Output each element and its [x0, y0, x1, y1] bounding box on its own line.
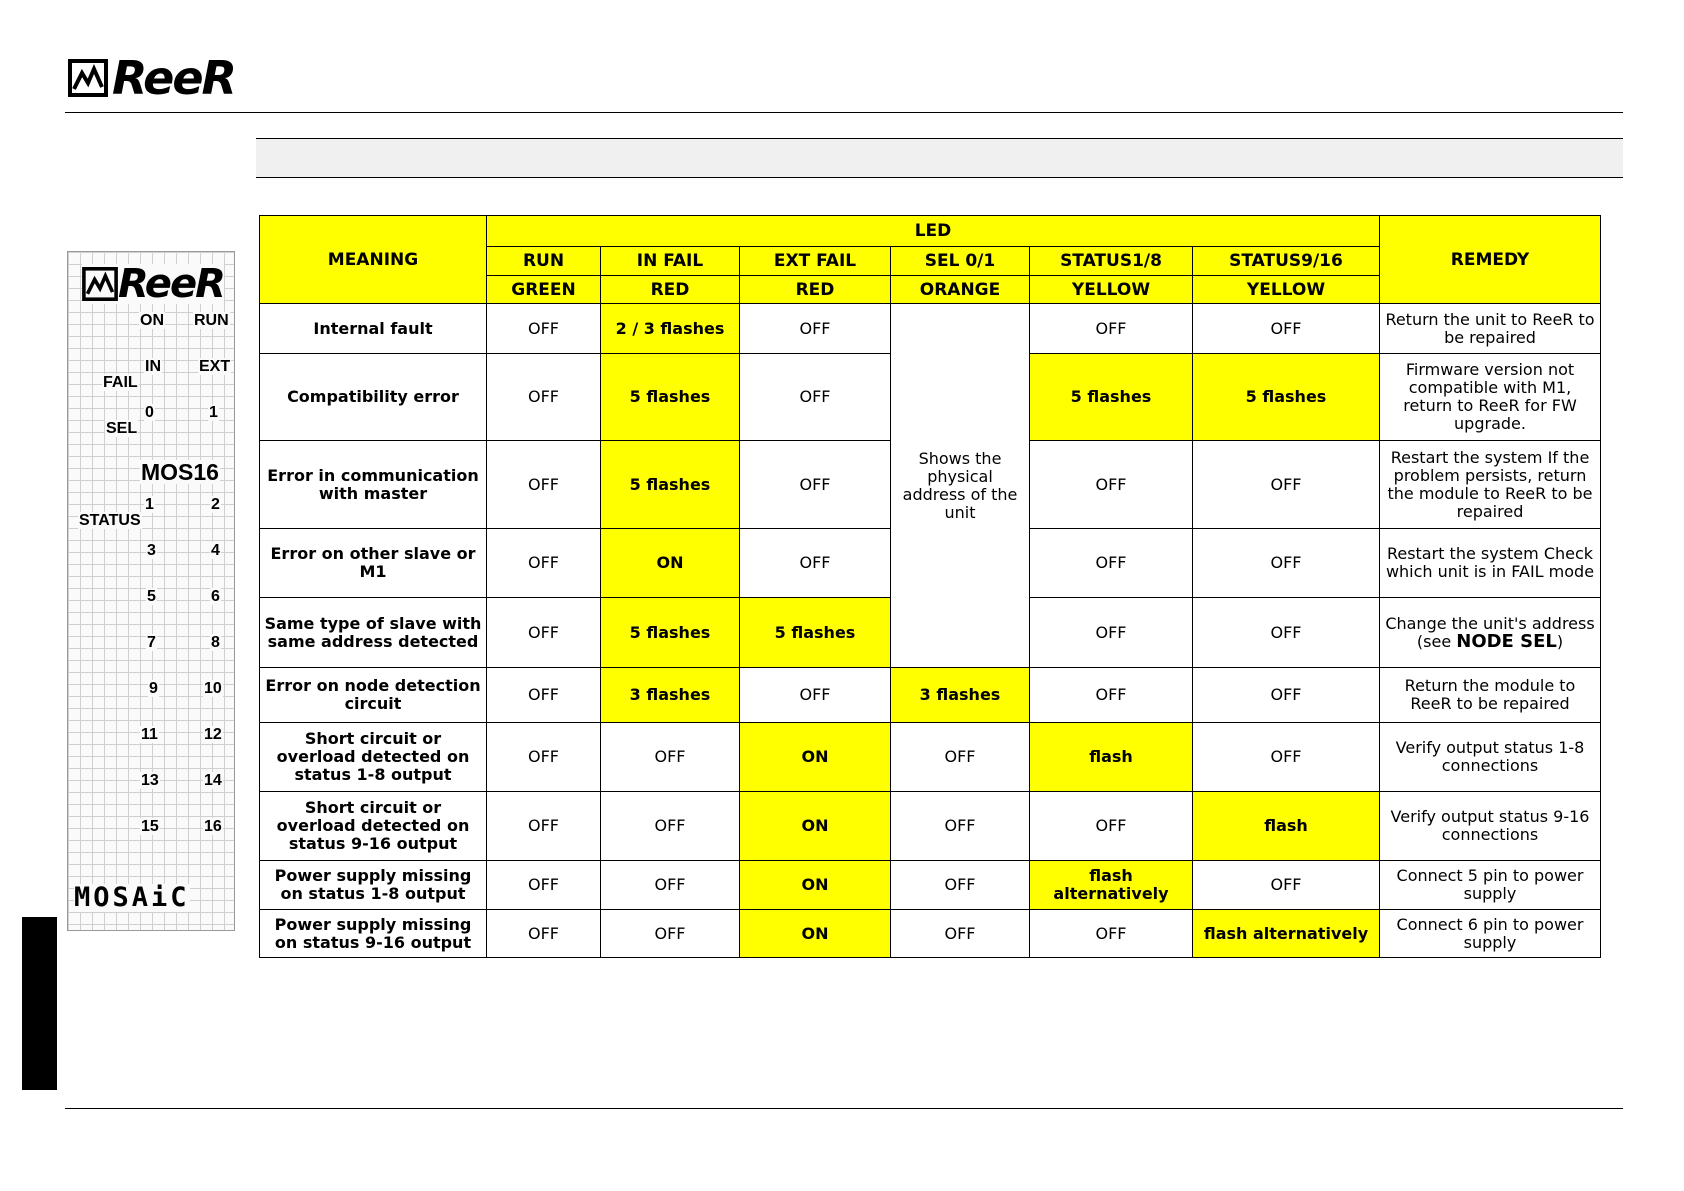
status-8: 8	[211, 634, 220, 651]
remedy-node-sel: NODE SEL	[1456, 630, 1557, 652]
cell-in-fail: 2 / 3 flashes	[601, 304, 740, 354]
cell-remedy: Connect 6 pin to power supply	[1380, 910, 1601, 958]
status-11: 11	[141, 726, 158, 743]
cell-sel: OFF	[891, 861, 1030, 910]
cell-meaning: Power supply missing on status 9-16 output	[260, 910, 487, 958]
status-12: 12	[204, 726, 222, 743]
cell-status916: OFF	[1193, 598, 1380, 668]
remedy-see-prefix: (see	[1416, 631, 1457, 651]
cell-remedy: Return the module to ReeR to be repaired	[1380, 668, 1601, 723]
cell-in-fail: OFF	[601, 861, 740, 910]
cell-ext-fail: ON	[740, 861, 891, 910]
led-label-on: ON	[140, 312, 164, 329]
header-status916: STATUS9/16	[1193, 247, 1380, 276]
status-5: 5	[147, 588, 156, 605]
cell-remedy: Firmware version not compatible with M1, return to ReeR for FW upgrade.	[1380, 354, 1601, 441]
cell-ext-fail: OFF	[740, 441, 891, 529]
cell-ext-fail: OFF	[740, 304, 891, 354]
cell-status916: flash	[1193, 792, 1380, 861]
reer-logo	[68, 51, 235, 105]
header-in-fail-color: RED	[601, 276, 740, 304]
status-1: 1	[145, 496, 154, 513]
cell-meaning: Same type of slave with same address detected	[260, 598, 487, 668]
cell-status916: flash alternatively	[1193, 910, 1380, 958]
status-6: 6	[211, 588, 220, 605]
module-logo-text: ReeR	[118, 261, 224, 307]
led-label-ext: EXT	[199, 358, 231, 375]
cell-run: OFF	[487, 861, 601, 910]
cell-ext-fail: 5 flashes	[740, 598, 891, 668]
cell-run: OFF	[487, 723, 601, 792]
cell-sel: OFF	[891, 723, 1030, 792]
status-14: 14	[204, 772, 222, 789]
module-logo-icon	[82, 267, 118, 301]
cell-in-fail: 5 flashes	[601, 598, 740, 668]
logo-wordmark: ReeR	[112, 51, 235, 105]
module-model: MOS16	[141, 459, 219, 485]
status-4: 4	[211, 542, 220, 559]
module-logo	[82, 261, 224, 307]
cell-in-fail: OFF	[601, 792, 740, 861]
cell-in-fail: OFF	[601, 723, 740, 792]
led-label-sel0: 0	[145, 404, 154, 421]
header-remedy: REMEDY	[1380, 216, 1601, 304]
cell-status916: 5 flashes	[1193, 354, 1380, 441]
cell-ext-fail: OFF	[740, 529, 891, 598]
table-row	[260, 723, 1601, 792]
cell-status916: OFF	[1193, 668, 1380, 723]
side-tab	[22, 917, 57, 1090]
cell-run: OFF	[487, 598, 601, 668]
table-row	[260, 304, 1601, 354]
header-sel: SEL 0/1	[891, 247, 1030, 276]
cell-sel: 3 flashes	[891, 668, 1030, 723]
cell-remedy: Restart the system If the problem persists, return the module to ReeR to be repaired	[1380, 441, 1601, 529]
status-9: 9	[149, 680, 158, 697]
cell-in-fail: ON	[601, 529, 740, 598]
led-label-sel1: 1	[209, 404, 218, 421]
cell-run: OFF	[487, 529, 601, 598]
table-row	[260, 861, 1601, 910]
cell-meaning: Error on other slave or M1	[260, 529, 487, 598]
module-illustration	[67, 251, 235, 931]
cell-status18: OFF	[1030, 529, 1193, 598]
footer-rule	[65, 1108, 1623, 1109]
cell-sel: OFF	[891, 910, 1030, 958]
section-band	[256, 138, 1623, 178]
cell-status916: OFF	[1193, 723, 1380, 792]
cell-sel-note: Shows the physical address of the unit	[891, 304, 1030, 668]
cell-run: OFF	[487, 304, 601, 354]
cell-status18: OFF	[1030, 304, 1193, 354]
header-status18-color: YELLOW	[1030, 276, 1193, 304]
cell-in-fail: 5 flashes	[601, 354, 740, 441]
cell-status18: OFF	[1030, 598, 1193, 668]
header-run-color: GREEN	[487, 276, 601, 304]
status-16: 16	[204, 818, 222, 835]
header-rule	[65, 112, 1623, 113]
cell-in-fail: OFF	[601, 910, 740, 958]
status-label: STATUS	[79, 512, 141, 529]
cell-meaning: Short circuit or overload detected on status 9-16 output	[260, 792, 487, 861]
header-status18: STATUS1/8	[1030, 247, 1193, 276]
cell-ext-fail: ON	[740, 910, 891, 958]
cell-run: OFF	[487, 792, 601, 861]
header-led: LED	[487, 216, 1380, 247]
cell-sel: OFF	[891, 792, 1030, 861]
remedy-see-suffix: )	[1556, 631, 1564, 651]
led-label-sel: SEL	[106, 420, 138, 437]
cell-in-fail: 5 flashes	[601, 441, 740, 529]
cell-remedy: Return the unit to ReeR to be repaired	[1380, 304, 1601, 354]
cell-status18: flash	[1030, 723, 1193, 792]
cell-status18: OFF	[1030, 910, 1193, 958]
cell-ext-fail: OFF	[740, 668, 891, 723]
cell-in-fail: 3 flashes	[601, 668, 740, 723]
cell-meaning: Short circuit or overload detected on status 1-8 output	[260, 723, 487, 792]
header-status916-color: YELLOW	[1193, 276, 1380, 304]
header-meaning: MEANING	[260, 216, 487, 304]
led-diagnostic-table	[259, 215, 1601, 958]
cell-status18: OFF	[1030, 792, 1193, 861]
cell-meaning: Error on node detection circuit	[260, 668, 487, 723]
cell-run: OFF	[487, 668, 601, 723]
header-ext-fail-color: RED	[740, 276, 891, 304]
cell-run: OFF	[487, 354, 601, 441]
header-run: RUN	[487, 247, 601, 276]
cell-status18: OFF	[1030, 668, 1193, 723]
cell-meaning: Error in communication with master	[260, 441, 487, 529]
table-row	[260, 910, 1601, 958]
status-13: 13	[141, 772, 159, 789]
header-sel-color: ORANGE	[891, 276, 1030, 304]
cell-status18: flash alternatively	[1030, 861, 1193, 910]
cell-remedy: Verify output status 9-16 connections	[1380, 792, 1601, 861]
led-label-run: RUN	[194, 312, 229, 329]
cell-status18: OFF	[1030, 441, 1193, 529]
header-in-fail: IN FAIL	[601, 247, 740, 276]
header-ext-fail: EXT FAIL	[740, 247, 891, 276]
led-label-fail: FAIL	[103, 374, 138, 391]
cell-ext-fail: ON	[740, 723, 891, 792]
status-2: 2	[211, 496, 220, 513]
cell-run: OFF	[487, 910, 601, 958]
cell-status18: 5 flashes	[1030, 354, 1193, 441]
cell-run: OFF	[487, 441, 601, 529]
table-row	[260, 792, 1601, 861]
status-15: 15	[141, 818, 159, 835]
reer-logo-icon	[68, 59, 108, 97]
cell-ext-fail: OFF	[740, 354, 891, 441]
status-10: 10	[204, 680, 222, 697]
table-row	[260, 668, 1601, 723]
cell-meaning: Compatibility error	[260, 354, 487, 441]
cell-meaning: Internal fault	[260, 304, 487, 354]
cell-remedy: Restart the system Check which unit is in FAIL mode	[1380, 529, 1601, 598]
mosaic-wordmark: MOSAiC	[74, 882, 190, 913]
cell-status916: OFF	[1193, 529, 1380, 598]
cell-remedy	[1380, 598, 1601, 668]
cell-status916: OFF	[1193, 441, 1380, 529]
status-7: 7	[147, 634, 156, 651]
cell-ext-fail: ON	[740, 792, 891, 861]
cell-meaning: Power supply missing on status 1-8 output	[260, 861, 487, 910]
cell-remedy: Verify output status 1-8 connections	[1380, 723, 1601, 792]
remedy-text: Change the unit's address	[1385, 613, 1595, 633]
cell-status916: OFF	[1193, 861, 1380, 910]
cell-remedy: Connect 5 pin to power supply	[1380, 861, 1601, 910]
status-3: 3	[147, 542, 156, 559]
cell-status916: OFF	[1193, 304, 1380, 354]
led-label-in: IN	[145, 358, 161, 375]
